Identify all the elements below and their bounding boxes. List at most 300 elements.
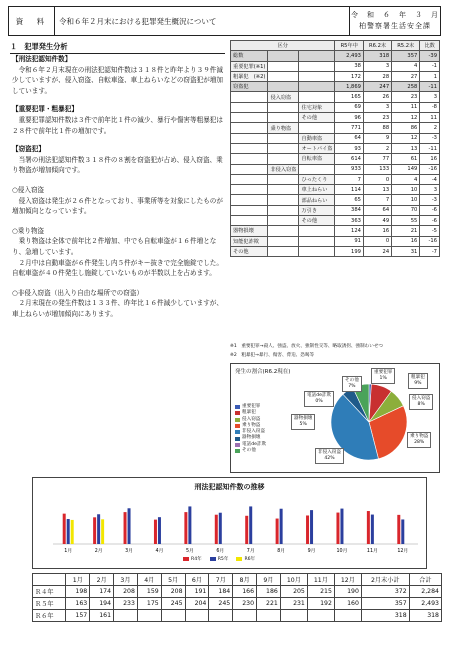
row-label (268, 205, 299, 215)
row-label (231, 216, 268, 226)
row-value: 70 (392, 205, 420, 215)
monthly-value: 192 (307, 598, 334, 610)
monthly-col-header: 9月 (257, 574, 281, 586)
row-value: 258 (392, 82, 420, 92)
col-header-r6-feb: R6.2末 (363, 41, 391, 51)
row-value: 16 (392, 236, 420, 246)
row-value: -3 (420, 195, 440, 205)
row-label: 重要犯罪(※1) (231, 61, 268, 71)
monthly-value: 198 (66, 586, 90, 598)
monthly-value (233, 610, 257, 622)
row-value: 124 (335, 226, 363, 236)
x-tick-label: 4月 (155, 549, 164, 554)
crime-table-row (231, 164, 440, 174)
para-body-total: 令和６年２月末現在の刑法犯認知件数は３１８件と昨年より３９件減少していますが、侵入窃盗、自転車盗、車上ねらいなどの窃盗犯が増加しています。 (12, 65, 223, 95)
crime-table-row (231, 154, 440, 164)
row-label: 部品ねらい (299, 195, 335, 205)
callout-label: 侵入窃盗 (412, 396, 431, 401)
x-tick-label: 5月 (185, 549, 194, 554)
monthly-value: 208 (114, 586, 138, 598)
row-value: -8 (420, 102, 440, 112)
row-value: 61 (392, 154, 420, 164)
year-label: Ｒ６年 (33, 610, 66, 622)
monthly-value: 372 (361, 586, 409, 598)
crime-stats-table (230, 40, 440, 257)
monthly-value: 357 (361, 598, 409, 610)
row-label (299, 61, 335, 71)
row-value: -16 (420, 164, 440, 174)
row-label (268, 143, 299, 153)
legend-label: 粗暴犯 (242, 410, 256, 416)
analysis-text (12, 54, 225, 319)
row-value: 21 (392, 226, 420, 236)
row-label: 侵入窃盗 (268, 92, 299, 102)
row-value: -6 (420, 216, 440, 226)
callout-label: その他 (345, 378, 359, 383)
monthly-value (137, 610, 161, 622)
x-tick-label: 10月 (336, 549, 348, 554)
row-value: 38 (335, 61, 363, 71)
row-value: -5 (420, 226, 440, 236)
bar-R4年 (93, 517, 96, 544)
x-tick-label: 12月 (397, 549, 409, 554)
row-label (231, 174, 268, 184)
callout-burglary (409, 394, 433, 410)
monthly-value: 161 (90, 610, 114, 622)
pie-legend-item (235, 448, 266, 454)
row-value: -11 (420, 82, 440, 92)
row-label (231, 102, 268, 112)
row-value: 2 (363, 143, 391, 153)
row-value: 3 (420, 185, 440, 195)
section-title: １ 犯罪発生分析 (10, 42, 225, 54)
callout-nonintrusive (315, 448, 344, 464)
row-label (231, 195, 268, 205)
row-label (268, 246, 299, 256)
row-label: 住宅対象 (299, 102, 335, 112)
row-label (299, 51, 335, 61)
monthly-value: 163 (66, 598, 90, 610)
row-label (268, 236, 299, 246)
callout-pct: 1% (379, 376, 387, 381)
row-value: 26 (363, 92, 391, 102)
row-label (231, 92, 268, 102)
para-body-violent: 重要犯罪認知件数は３件で前年比１件の減少、暴行や傷害等粗暴犯は２８件で前年比１件の増加です。 (12, 115, 223, 135)
table-notes (230, 342, 440, 360)
legend-swatch (235, 424, 240, 428)
row-label: その他 (231, 246, 268, 256)
row-label (268, 195, 299, 205)
para-body-vehicle-1: 乗り物盗は全体で前年比２件増加、中でも自転車盗が１６件増となり、急増しています。 (12, 237, 217, 256)
monthly-row (33, 586, 442, 598)
para-body-vehicle-2: ２月中は自動車盗が６件発生し内５件がキー抜きで完全施錠でした。自転車盗が４０件発生し施錠していないものが半数以上を占めます。 (12, 258, 223, 278)
row-value: -39 (420, 51, 440, 61)
row-label: その他 (299, 216, 335, 226)
row-label (231, 133, 268, 143)
monthly-col-header: 12月 (334, 574, 361, 586)
para-body-nonintrusive: ２月末現在の発生件数は１３３件、昨年比１６件減少していますが、車上ねらいが増加傾向にあります。 (12, 299, 223, 318)
row-label (231, 123, 268, 133)
callout-pct: 28% (414, 440, 425, 445)
para-head-nonintrusive: ○非侵入窃盗（出入り自由な場所での窃盗） (12, 288, 144, 297)
crime-table-row (231, 51, 440, 61)
bar-R4年 (124, 512, 127, 544)
crime-table-row (231, 143, 440, 153)
monthly-value: 194 (90, 598, 114, 610)
row-label (268, 216, 299, 226)
x-tick-label: 7月 (246, 549, 255, 554)
row-value: 69 (335, 102, 363, 112)
para-head-theft: 【窃盗犯】 (12, 145, 45, 154)
crime-table-row (231, 133, 440, 143)
bar-R4年 (215, 515, 218, 544)
row-value: 1 (420, 71, 440, 81)
bar-R4年 (63, 514, 66, 544)
crime-table-row (231, 185, 440, 195)
monthly-value (161, 610, 185, 622)
row-value: 318 (363, 51, 391, 61)
monthly-value: 2,284 (409, 586, 441, 598)
monthly-col-header: 2月末小計 (361, 574, 409, 586)
callout-serious (371, 368, 395, 384)
row-label (268, 61, 299, 71)
monthly-col-header: 11月 (307, 574, 334, 586)
legend-swatch (183, 557, 189, 561)
row-label (299, 123, 335, 133)
monthly-col-header: 4月 (137, 574, 161, 586)
row-value: 10 (392, 195, 420, 205)
row-label (268, 113, 299, 123)
bar-R5年 (371, 515, 374, 544)
bar-R6年 (71, 520, 74, 544)
bar-R5年 (310, 510, 313, 544)
legend-swatch (210, 557, 216, 561)
crime-table-row (231, 174, 440, 184)
bar-legend (183, 556, 255, 562)
bar-R5年 (188, 506, 191, 544)
monthly-col-header: 10月 (280, 574, 307, 586)
monthly-value: 186 (257, 586, 281, 598)
crime-table-row (231, 123, 440, 133)
monthly-value: 160 (334, 598, 361, 610)
issuing-department: 柏警察署生活安全課 (359, 22, 431, 30)
bar-R5年 (158, 517, 161, 544)
legend-swatch (235, 405, 240, 409)
row-value: 64 (335, 133, 363, 143)
row-value: -7 (420, 246, 440, 256)
legend-label: 重要犯罪 (242, 404, 261, 409)
col-header-diff: 比数 (420, 41, 440, 51)
bar-R4年 (306, 515, 309, 544)
row-value: 165 (335, 92, 363, 102)
crime-table-row (231, 61, 440, 71)
para-head-vehicle: ○乗り物盗 (12, 226, 45, 235)
bar-R5年 (128, 508, 131, 544)
row-value: 771 (335, 123, 363, 133)
row-value: 3 (363, 102, 391, 112)
row-label (299, 246, 335, 256)
bar-R5年 (401, 519, 404, 544)
row-value: 172 (335, 71, 363, 81)
row-value: 31 (392, 246, 420, 256)
x-tick-label: 11月 (366, 549, 378, 554)
monthly-value (257, 610, 281, 622)
row-value: -16 (420, 236, 440, 246)
row-label (231, 164, 268, 174)
para-body-theft: 当署の刑法犯認知件数３１８件の８割を窃盗犯が占め、侵入窃盗、乗り物盗が増加傾向です。 (12, 155, 223, 175)
callout-pct: 8% (417, 402, 425, 407)
legend-swatch (236, 557, 242, 561)
row-value: 4 (392, 174, 420, 184)
pie-chart-title: 発生の割合(R6.2現在) (235, 369, 291, 375)
row-label (268, 154, 299, 164)
bar-R4年 (154, 520, 157, 544)
row-label: 知能犯詐欺 (231, 236, 268, 246)
row-value: 65 (335, 195, 363, 205)
row-value: -3 (420, 133, 440, 143)
row-label: その他 (299, 113, 335, 123)
row-label (299, 92, 335, 102)
row-label (299, 71, 335, 81)
row-value: 0 (363, 174, 391, 184)
row-value: 77 (363, 154, 391, 164)
callout-label: 器物損壊 (294, 416, 313, 421)
legend-label: R6年 (244, 557, 256, 562)
monthly-value (307, 610, 334, 622)
callout-pct: 7% (348, 384, 356, 389)
row-value: -4 (420, 174, 440, 184)
bar-R4年 (276, 519, 279, 544)
row-label: 自動車盗 (299, 133, 335, 143)
pie-chart-panel (230, 363, 440, 473)
bar-legend-item (210, 556, 229, 562)
row-value: 13 (392, 143, 420, 153)
monthly-value: 208 (161, 586, 185, 598)
row-label (231, 185, 268, 195)
legend-swatch (235, 443, 240, 447)
callout-other (342, 376, 362, 392)
legend-swatch (235, 411, 240, 415)
crime-table-row (231, 92, 440, 102)
bar-R4年 (336, 513, 339, 544)
monthly-value: 205 (280, 586, 307, 598)
row-value: 3 (420, 92, 440, 102)
row-label (299, 236, 335, 246)
row-label (268, 185, 299, 195)
monthly-value (114, 610, 138, 622)
x-tick-label: 1月 (64, 549, 73, 554)
monthly-col-header (33, 574, 66, 586)
row-value: 933 (335, 164, 363, 174)
x-tick-label: 8月 (277, 549, 286, 554)
row-label: 粗暴犯 (※2) (231, 71, 268, 81)
legend-label: その他 (242, 448, 256, 454)
legend-label: 乗り物盗 (242, 422, 261, 428)
monthly-value: 245 (209, 598, 233, 610)
monthly-value: 318 (409, 610, 441, 622)
row-value: 16 (363, 226, 391, 236)
note-serious-crime: ※1 重要犯罪→殺人、強盗、放火、強制性交等、略取誘拐、強制わいせつ (230, 344, 384, 349)
bar-chart-title: 刑法犯認知件数の推移 (194, 483, 265, 491)
row-value: 11 (392, 102, 420, 112)
callout-fraud (304, 391, 334, 407)
row-label: 窃盗犯 (231, 82, 268, 92)
bar-legend-item (183, 556, 202, 562)
report-date: 令 和 ６ 年 ３ 月 (351, 11, 439, 19)
row-value: -6 (420, 205, 440, 215)
row-label (299, 164, 335, 174)
monthly-value: 215 (307, 586, 334, 598)
x-tick-label: 3月 (125, 549, 133, 554)
monthly-col-header: 8月 (233, 574, 257, 586)
row-label: 万引き (299, 205, 335, 215)
crime-table-row (231, 82, 440, 92)
row-value: 16 (420, 154, 440, 164)
legend-label: 非侵入窃盗 (242, 429, 265, 435)
row-value: 614 (335, 154, 363, 164)
legend-swatch (235, 418, 240, 422)
x-tick-label: 9月 (307, 549, 316, 554)
row-value: 23 (363, 113, 391, 123)
monthly-value: 230 (233, 598, 257, 610)
bar-R5年 (249, 506, 252, 544)
callout-vandalism (291, 414, 315, 430)
row-label: オートバイ盗 (299, 143, 335, 153)
row-label (268, 102, 299, 112)
callout-violent (408, 373, 428, 389)
callout-vehicle (407, 432, 431, 448)
report-page (8, 6, 441, 645)
row-value: 149 (392, 164, 420, 174)
callout-pct: 42% (324, 456, 335, 461)
bar-R4年 (367, 511, 370, 544)
note-violent-crime: ※2 粗暴犯→暴行、傷害、脅迫、恐喝等 (230, 353, 315, 358)
crime-table-row (231, 71, 440, 81)
row-value: 88 (363, 123, 391, 133)
callout-label: 電話de詐欺 (307, 393, 332, 398)
bar-legend-item (236, 556, 255, 562)
row-label (231, 154, 268, 164)
row-value: 2,493 (335, 51, 363, 61)
bar-R5年 (219, 513, 222, 544)
row-value: 28 (363, 71, 391, 81)
bar-R5年 (97, 514, 100, 544)
row-value: 49 (363, 216, 391, 226)
issuer-block (350, 7, 440, 35)
para-head-violent: 【重要犯罪・粗暴犯】 (12, 105, 78, 114)
legend-swatch (235, 430, 240, 434)
row-label (268, 82, 299, 92)
monthly-value: 245 (161, 598, 185, 610)
row-label: ひったくり (299, 174, 335, 184)
row-value: 363 (335, 216, 363, 226)
monthly-col-header: 5月 (161, 574, 185, 586)
callout-label: 重要犯罪 (374, 370, 393, 375)
monthly-value: 191 (185, 586, 209, 598)
bar-R4年 (184, 512, 187, 544)
legend-label: R4年 (191, 557, 202, 562)
row-value: 4 (392, 61, 420, 71)
callout-pct: 5% (299, 422, 307, 427)
row-label: 非侵入窃盗 (268, 164, 299, 174)
row-value: 133 (363, 164, 391, 174)
monthly-value: 175 (137, 598, 161, 610)
row-label: 自転車盗 (299, 154, 335, 164)
row-value: 96 (335, 113, 363, 123)
report-title: 令和６年２月末における犯罪発生概況について (55, 7, 350, 35)
monthly-row (33, 598, 442, 610)
row-label (268, 71, 299, 81)
report-header (8, 6, 441, 36)
legend-label: 器物損壊 (242, 435, 261, 441)
bar-R5年 (280, 509, 283, 544)
monthly-col-header: 2月 (90, 574, 114, 586)
row-value: 357 (392, 51, 420, 61)
monthly-col-header: 合計 (409, 574, 441, 586)
legend-label: 侵入窃盗 (242, 416, 261, 422)
year-label: Ｒ４年 (33, 586, 66, 598)
crime-table-row (231, 226, 440, 236)
row-value: 1,869 (335, 82, 363, 92)
row-label (268, 133, 299, 143)
row-value: 114 (335, 185, 363, 195)
row-label (268, 174, 299, 184)
legend-swatch (235, 449, 240, 453)
row-value: 24 (363, 246, 391, 256)
callout-label: 非侵入窃盗 (318, 450, 341, 455)
row-value: 27 (392, 71, 420, 81)
row-value: -11 (420, 143, 440, 153)
para-head-burglary: ○侵入窃盗 (12, 185, 45, 194)
monthly-value: 318 (361, 610, 409, 622)
doc-label: 資 料 (9, 7, 55, 35)
row-value: 2 (420, 123, 440, 133)
monthly-value: 221 (257, 598, 281, 610)
row-label (299, 82, 335, 92)
monthly-value: 159 (137, 586, 161, 598)
row-value: 3 (363, 61, 391, 71)
monthly-value: 184 (209, 586, 233, 598)
pie-legend (235, 404, 266, 454)
monthly-value: 204 (185, 598, 209, 610)
row-label: 総数 (231, 51, 268, 61)
row-label (268, 51, 299, 61)
row-value: 199 (335, 246, 363, 256)
bar-R5年 (67, 519, 70, 544)
bar-R5年 (340, 509, 343, 544)
callout-pct: 0% (315, 399, 323, 404)
legend-label: 電話de詐欺 (242, 441, 267, 447)
callout-label: 粗暴犯 (411, 375, 425, 380)
crime-table-row (231, 246, 440, 256)
row-value: 13 (363, 185, 391, 195)
legend-label: R5年 (217, 557, 229, 562)
monthly-col-header: 6月 (185, 574, 209, 586)
monthly-value: 166 (233, 586, 257, 598)
row-value: 12 (392, 133, 420, 143)
monthly-table-header (33, 574, 442, 586)
row-value: 10 (392, 185, 420, 195)
crime-table-row (231, 102, 440, 112)
x-tick-label: 2月 (94, 549, 103, 554)
row-value: 86 (392, 123, 420, 133)
bar-chart-panel (32, 477, 427, 569)
monthly-row (33, 610, 442, 622)
row-value: 93 (335, 143, 363, 153)
callout-pct: 9% (414, 381, 422, 386)
row-value: 12 (392, 113, 420, 123)
row-label (231, 143, 268, 153)
